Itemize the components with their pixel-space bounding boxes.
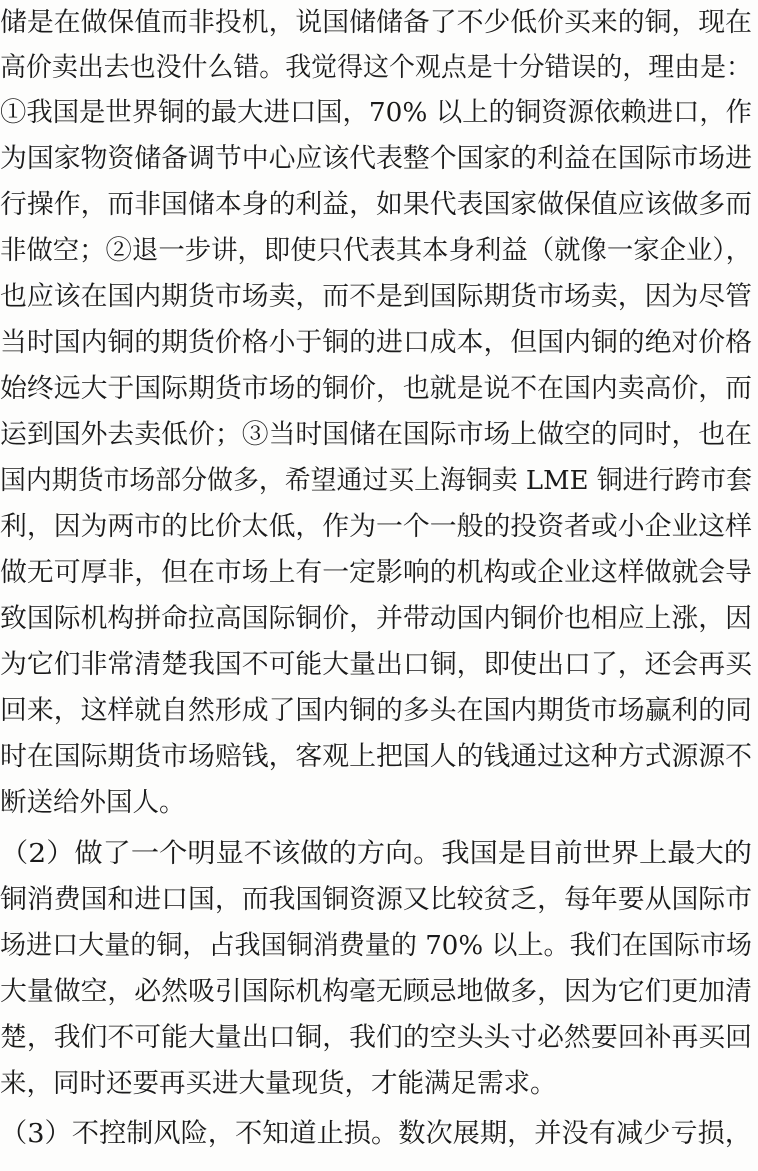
paragraph-first-line: （3）不控制风险，不知道止损。数次展期，并没有减少亏损，: [0, 1118, 753, 1149]
text-line: 时在国际期货市场赔钱，客观上把国人的钱通过这种方式源源不: [0, 741, 753, 772]
text-line: 始终远大于国际期货市场的铜价，也就是说不在国内卖高价，而: [0, 373, 753, 404]
text-line: 也应该在国内期货市场卖，而不是到国际期货市场卖，因为尽管: [0, 281, 753, 312]
text-line: 国内期货市场部分做多，希望通过买上海铜卖 LME 铜进行跨市套: [0, 465, 752, 496]
text-line: 为它们非常清楚我国不可能大量出口铜，即使出口了，还会再买: [0, 649, 753, 680]
text-line: 来，同时还要再买进大量现货，才能满足需求。: [0, 1068, 557, 1099]
text-line: 非做空；②退一步讲，即使只代表其本身利益（就像一家企业），: [0, 235, 753, 266]
text-line: 高价卖出去也没什么错。我觉得这个观点是十分错误的，理由是：: [0, 52, 752, 83]
text-line: 运到国外去卖低价；③当时国储在国际市场上做空的同时，也在: [0, 419, 753, 450]
text-line: 利，因为两市的比价太低，作为一个一般的投资者或小企业这样: [0, 511, 753, 542]
text-line: 做无可厚非，但在市场上有一定影响的机构或企业这样做就会导: [0, 557, 753, 588]
text-line: 致国际机构拼命拉高国际铜价，并带动国内铜价也相应上涨，因: [0, 603, 753, 634]
text-line: 为国家物资储备调节中心应该代表整个国家的利益在国际市场进: [0, 143, 753, 174]
text-line: 回来，这样就自然形成了国内铜的多头在国内期货市场赢利的同: [0, 695, 753, 726]
text-line: 场进口大量的铜，占我国铜消费量的 70% 以上。我们在国际市场: [0, 930, 752, 961]
paragraph-first-line: （2）做了一个明显不该做的方向。我国是目前世界上最大的: [0, 838, 752, 869]
text-line: 当时国内铜的期货价格小于铜的进口成本，但国内铜的绝对价格: [0, 327, 753, 358]
text-line: 大量做空，必然吸引国际机构毫无顾忌地做多，因为它们更加清: [0, 976, 753, 1007]
text-line: 铜消费国和进口国，而我国铜资源又比较贫乏，每年要从国际市: [0, 884, 753, 915]
text-line: 行操作，而非国储本身的利益，如果代表国家做保值应该做多而: [0, 189, 753, 220]
text-line: 断送给外国人。: [0, 787, 186, 818]
text-line: 楚，我们不可能大量出口铜，我们的空头头寸必然要回补再买回: [0, 1022, 753, 1053]
text-line: ①我国是世界铜的最大进口国，70% 以上的铜资源依赖进口，作: [0, 97, 753, 128]
text-line: 储是在做保值而非投机，说国储储备了不少低价买来的铜，现在: [0, 7, 753, 38]
